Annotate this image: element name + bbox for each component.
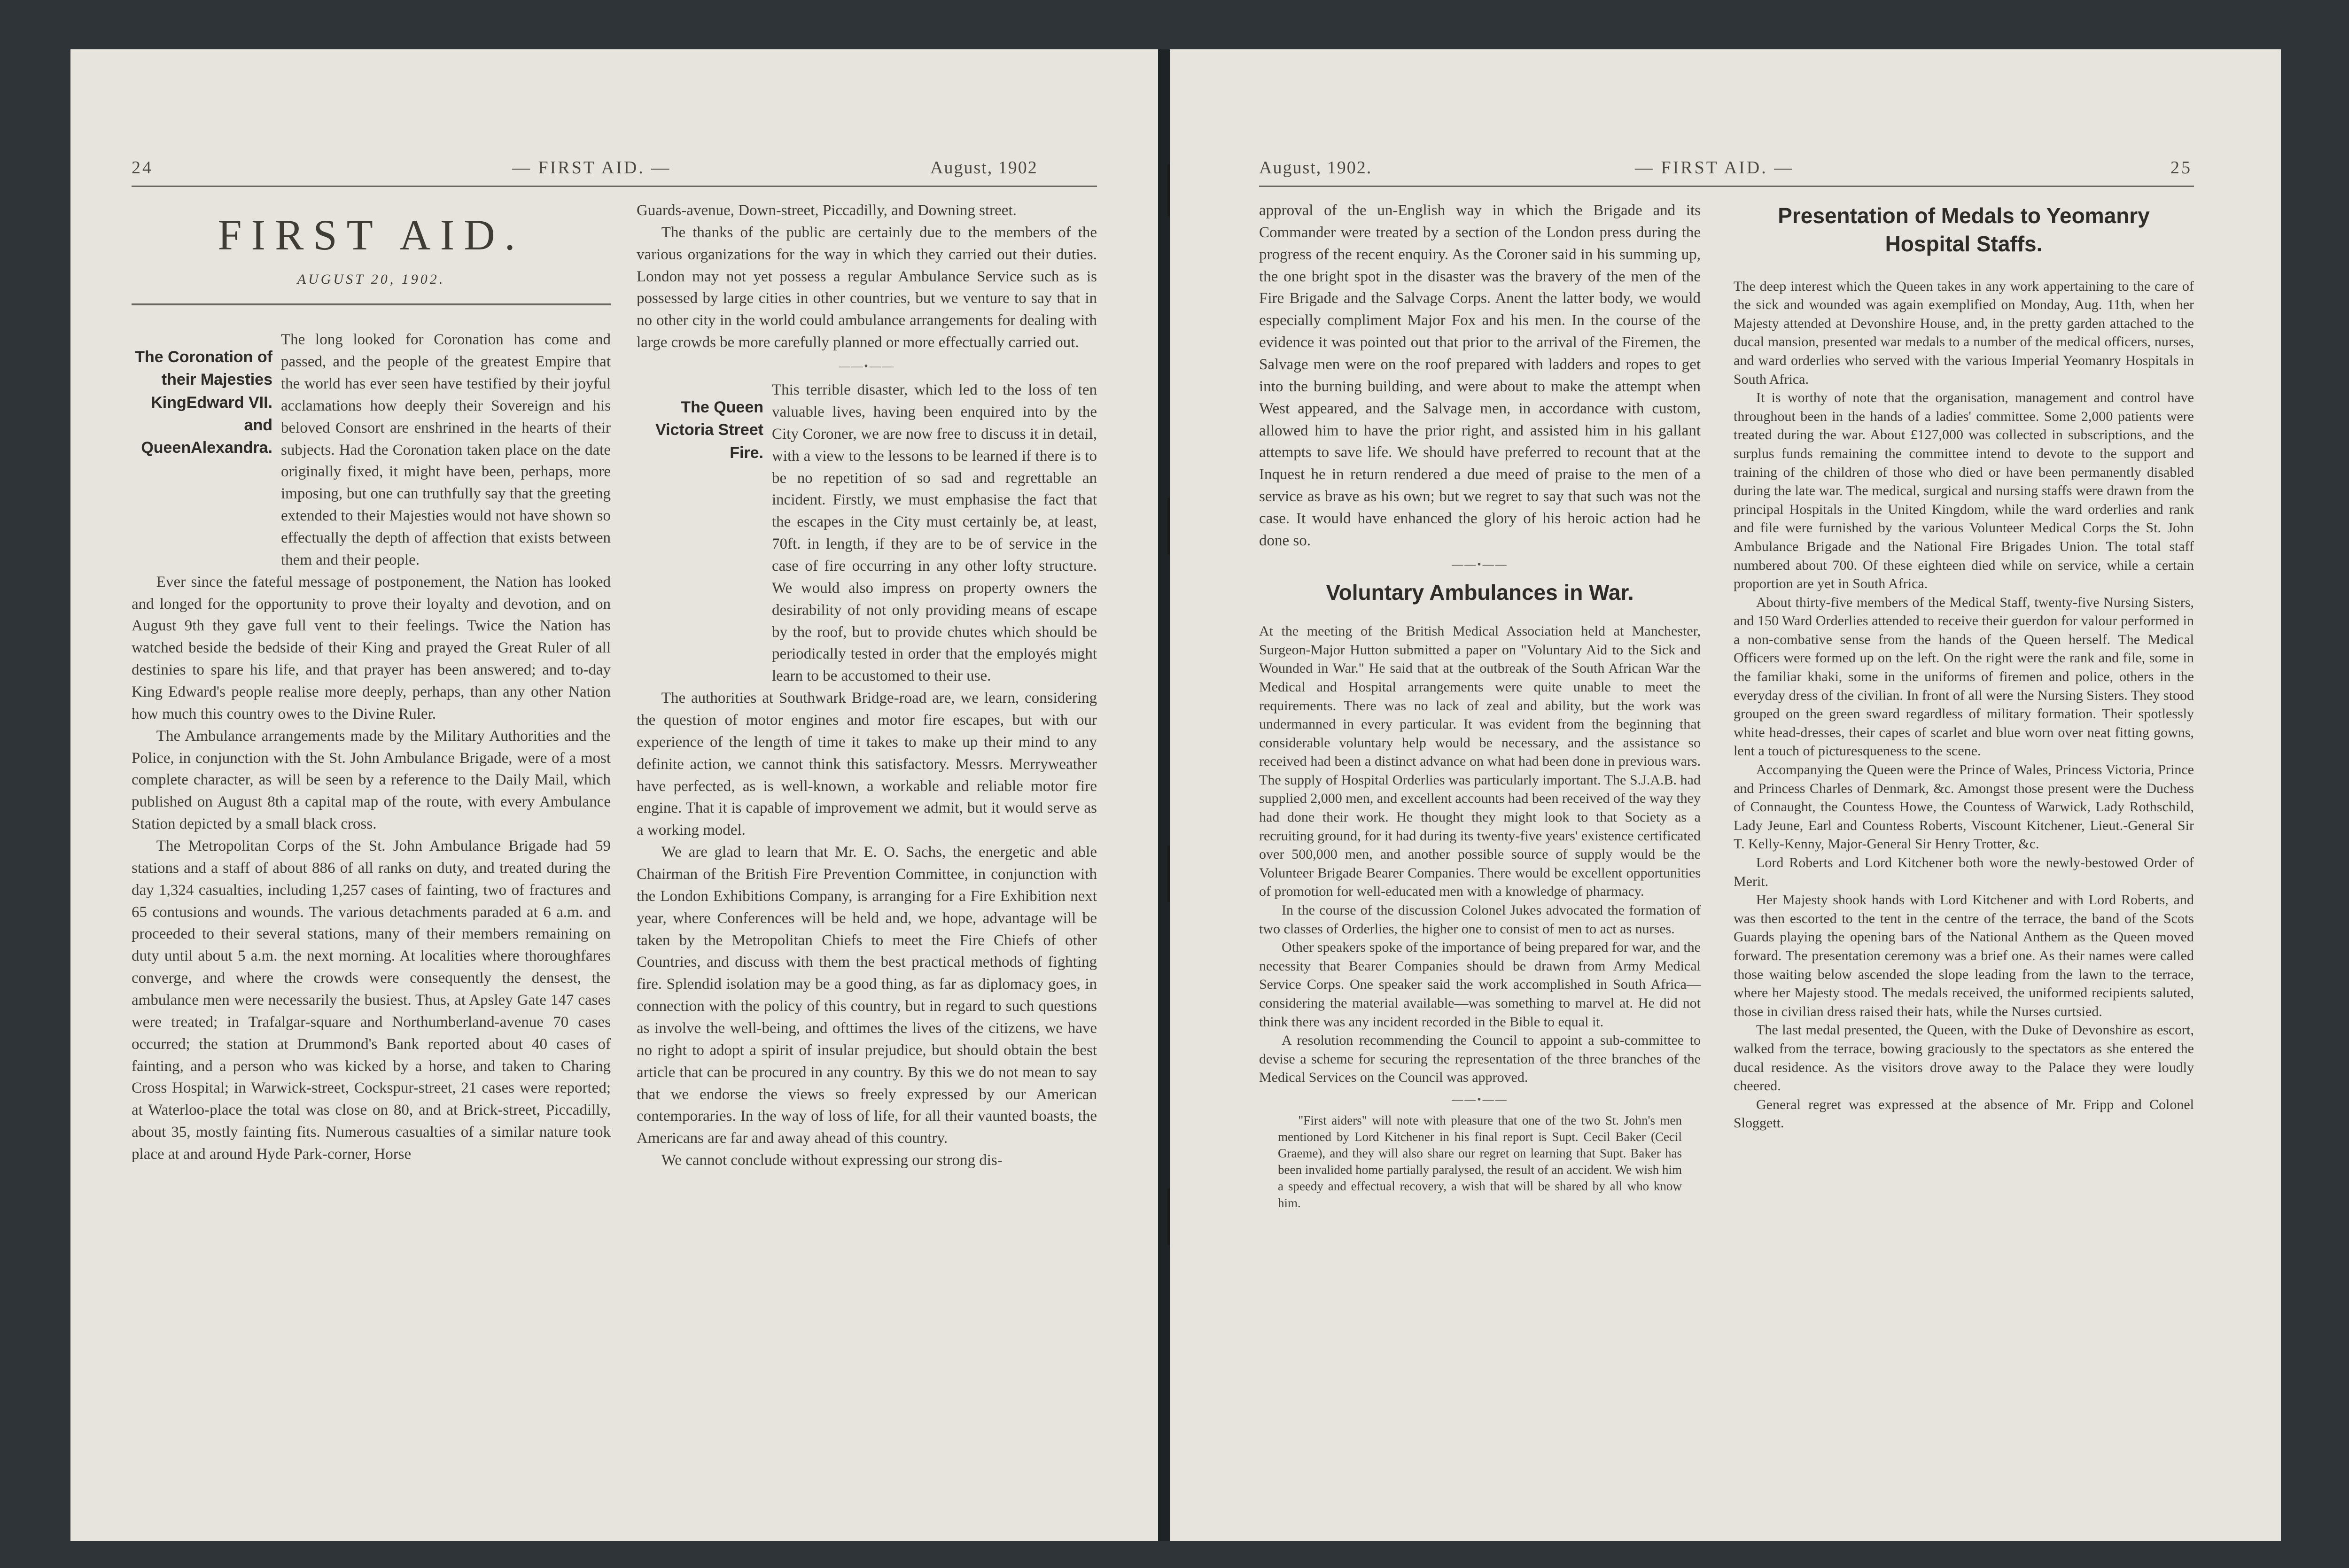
section-divider: ——•——: [839, 360, 895, 373]
left-column-1: [132, 204, 611, 1165]
medals-paragraph: Accompanying the Queen were the Prince of Wales, Princess Victoria, Prince and Princess Charles of Denmark, &c. Amongst those present were the Duchess of Connaught, the Countess Howe, the Countess of Warwick, Lady Rothschild, Lady Jeune, Earl and Countess Roberts, Viscount Kitchener, Lieut.-General Sir T. Kelly-Kenny, Major-General Sir Henry Trotter, &c.: [1734, 762, 2194, 852]
coronation-intro: [132, 329, 611, 571]
issue-date-right: August, 1902.: [1259, 158, 1372, 178]
coronation-paragraph: Ever since the fateful message of postponement, the Nation has looked and longed for the opportunity to prove their loyalty and devotion, and on August 9th they gave full vent to their feelings. Twice the Nation has watched beside the bedside of their King and prayed the Great Ruler of all destinies to spare his life, and that prayer has been answered; and to-day King Edward's people realise more deeply, perhaps, than any other Nation how much this country owes to the Divine Ruler.: [132, 573, 611, 722]
heading-voluntary-ambulances: Voluntary Ambulances in War.: [1326, 580, 1634, 605]
heading-medals: Presentation of Medals to Yeomanry Hospital Staffs.: [1778, 203, 2150, 256]
sidehead-coronation: The Coronation of their Majesties KingEdward VII. and QueenAlexandra.: [135, 348, 272, 457]
medals-paragraph: General regret was expressed at the absence of Mr. Fripp and Colonel Sloggett.: [1734, 1096, 2194, 1131]
kitchener-note: "First aiders" will note with pleasure that one of the two St. John's men mentioned by Lord Kitchener in his final report is Supt. Cecil Baker (Cecil Graeme), and they will also share our regret on learning that Supt. Baker has been invalided home partially paralysed, the result of an accident. We wish him a speedy and effectual recovery, a wish that will be shared by all who know him.: [1278, 1113, 1682, 1210]
left-page: [70, 49, 1158, 1541]
masthead-title: FIRST AID.: [218, 211, 525, 259]
medals-paragraph: Lord Roberts and Lord Kitchener both wore the newly-bestowed Order of Merit.: [1734, 855, 2194, 889]
book-gutter: [1158, 49, 1170, 1541]
fire-lead: This terrible disaster, which led to the loss of ten valuable lives, having been enquired into by the City Coroner, we are now free to discuss it in detail, with a view to the lessons to be learned if there is to be no repetition of so sad and regrettable an incident. Firstly, we must emphasise the fact that the escapes in the City must certainly be, at least, 70ft. in length, if they are to be of service in the case of fire occurring in any other lofty structure. We would also impress on property owners the desirability of not only providing means of escape by the roof, but to provide chutes which should be periodically tested in order that the employés might learn to be accustomed to their use.: [772, 381, 1097, 685]
right-column-2: [1734, 202, 2194, 1133]
running-title-left: — FIRST AID. —: [512, 158, 671, 178]
fire-paragraph: The authorities at Southwark Bridge-road are, we learn, considering the question of motor engines and motor fire escapes, but with our experience of the length of time it takes to make up their mind to any definite action, we cannot think this satisfactory. Messrs. Merryweather have perfected, as is well-known, a workable and reliable motor fire engine. That it is capable of improvement we admit, but it would serve as a working model.: [637, 690, 1097, 839]
right-page: [1170, 49, 2281, 1541]
fire-paragraph: approval of the un-English way in which the Brigade and its Commander were treated by a section of the London press during the progress of the recent enquiry. As the Coroner said in his summing up, the one bright spot in the disaster was the bravery of the men of the Fire Brigade and the Salvage Corps. Anent the latter body, we would especially compliment Major Fox and his men. In the course of the evidence it was pointed out that prior to the arrival of the Firemen, the Salvage men were on the roof prepared with ladders and ropes to get into the burning building, and were about to make the attempt when West appeared, and the Salvage men, in accordance with custom, allowed him to have the prior right, and assisted him in his gallant attempts to save life. We should have preferred to recount that at the Inquest he in return rendered a due meed of praise to the men of a service as brave as his own; but we regret to say that such was not the case. It would have enhanced the glory of his heroic action had he done so.: [1259, 202, 1701, 549]
voluntary-article: [1259, 622, 1701, 1087]
masthead-date: AUGUST 20, 1902.: [297, 271, 445, 287]
coronation-paragraph: The thanks of the public are certainly due to the members of the various organizations for the way in which they carried out their duties. London may not yet possess a regular Ambulance Service such as is possessed by large cities in other countries, but we venture to say that in no other city in the world could ambulance arrangements for dealing with large crowds be more carefully planned or more effectually carried out.: [637, 224, 1097, 351]
left-column-2: [637, 200, 1097, 1172]
running-title-right: — FIRST AID. —: [1635, 158, 1794, 178]
fire-paragraph: We are glad to learn that Mr. E. O. Sachs, the energetic and able Chairman of the British Fire Prevention Committee, in conjunction with the London Exhibitions Company, is arranging for a Fire Exhibition next year, where Conferences will be held and, we hope, advantage will be taken by the Metropolitan Chiefs to meet the Fire Chiefs of other Countries, and discuss with them the best practical methods of fighting fire. Splendid isolation may be a good thing, as far as diplomacy goes, in connection with the policy of this country, but in regard to such questions as involve the well-being, and ofttimes the lives of the citizens, we have no right to adopt a spirit of insular prejudice, but should obtain the best article that can be procured in any country. By this we do not mean to say that we endorse the views so freely expressed by our American contemporaries. In the way of loss of life, for all their vaunted boasts, the Americans are far and away ahead of this country.: [637, 844, 1097, 1147]
page-number-left: 24: [132, 158, 153, 178]
medals-paragraph: Her Majesty shook hands with Lord Kitchener and with Lord Roberts, and was then escorted to the tent in the centre of the terrace, the band of the Scots Guards playing the opening bars of the National Anthem as the Queen moved forward. The presentation ceremony was a brief one. As their names were called those waiting below ascended the slope leading from the lawn to the terrace, where her Majesty stood. The medals received, the uniformed recipients saluted, those in civilian dress raised their hats, while the Nurses curtsied.: [1734, 892, 2194, 1019]
sidehead-fire: The Queen Victoria Street Fire.: [655, 398, 763, 462]
fire-intro: [637, 379, 1097, 687]
voluntary-paragraph: A resolution recommending the Council to appoint a sub-committee to devise a scheme for securing the representation of the three branches of the Medical Services on the Council was approved.: [1259, 1032, 1701, 1086]
medals-paragraph: The deep interest which the Queen takes in any work appertaining to the care of the sick and wounded was again exemplified on Monday, Aug. 11th, when her Majesty attended at Devonshire House, and, in the pretty garden attached to the ducal mansion, presented war medals to a number of the medical officers, nurses, and ward orderlies who served with the various Imperial Yeomanry Hospitals in South Africa.: [1734, 278, 2194, 387]
right-column-1: [1259, 200, 1701, 1211]
voluntary-paragraph: At the meeting of the British Medical Association held at Manchester, Surgeon-Major Hutton submitted a paper on "Voluntary Aid to the Sick and Wounded in War." He said that at the outbreak of the South African War the Medical and Hospital arrangements were quite unable to meet the requirements. There was no lack of zeal and ability, but the work was undermanned in every particular. It was evident from the beginning that considerable voluntary help would be necessary, and the assistance so received had been a distinct advance on what had been done in previous wars. The supply of Hospital Orderlies was particularly important. The S.J.A.B. had supplied 2,000 men, and excellent accounts had been received of the way they had done their work. He thought they might look to that Society as a recruiting ground, for it had during its twenty-five years' existence certificated over 500,000 men, and another possible source of supply would be the Volunteer Brigade Bearer Companies. There would be excellent opportunities of promotion for well-educated men with a knowledge of pharmacy.: [1259, 623, 1701, 900]
medals-paragraph: It is worthy of note that the organisation, management and control have throughout been in the hands of a ladies' committee. Some 2,000 patients were treated during the war. About £127,000 was collected in subscriptions, and the surplus funds remaining the committee intend to devote to the support and training of the children of those who died or have been permanently disabled during the late war. The medical, surgical and nursing staffs were drawn from the principal Hospitals in the United Kingdom, while the ward orderlies and rank and file were furnished by the various Volunteer Medical Corps the St. John Ambulance Brigade and the National Fire Brigades Union. The total staff numbered about 700. Of these eighteen died while on service, while a certain proportion are yet in South Africa.: [1734, 390, 2194, 592]
coronation-lead: The long looked for Coronation has come and passed, and the people of the greatest Empire that the world has ever seen have testified by their joyful acclamations how deeply their Sovereign and his beloved Consort are enshrined in the hearts of their subjects. Had the Coronation taken place on the date originally fixed, it might have been, perhaps, more imposing, but one can truthfully say that the greeting extended to their Majesties would not have shown so effectually the depth of affection that exists between them and their people.: [281, 331, 611, 568]
page-number-right: 25: [2170, 158, 2192, 178]
masthead-rule: [132, 303, 611, 305]
header-rule: [132, 186, 1097, 187]
voluntary-paragraph: Other speakers spoke of the importance of being prepared for war, and the necessity that Bearer Companies should be drawn from Army Medical Service Corps. One speaker said the work accomplished in South Africa—considering the material available—was something to marvel at. He did not think there was any incident recorded in the Bible to equal it.: [1259, 939, 1701, 1030]
voluntary-paragraph: In the course of the discussion Colonel Jukes advocated the formation of two classes of Orderlies, the higher one to consist of men to act as nurses.: [1259, 902, 1701, 937]
coronation-paragraph: The Metropolitan Corps of the St. John Ambulance Brigade had 59 stations and a staff of about 886 of all ranks on duty, and treated during the day 1,324 casualties, including 1,257 cases of fainting, two of fractures and 65 contusions and wounds. The various detachments paraded at 6 a.m. and proceeded to their several stations, many of their members remaining on duty until about 5 a.m. the next morning. At localities where thoroughfares converge, and where the crowds were consequently the densest, the ambulance men were necessarily the busiest. Thus, at Apsley Gate 147 cases were treated; in Trafalgar-square and Northumberland-avenue 70 cases occurred; the station at Drummond's Bank reported about 40 cases of fainting, and a person who was kicked by a horse, and taken to Charing Cross Hospital; in Warwick-street, Cockspur-street, 21 cases were reported; at Waterloo-place the total was close on 80, and at Brick-street, Piccadilly, about 35, mostly fainting fits. Numerous casualties of a similar nature took place at and around Hyde Park-corner, Horse: [132, 837, 611, 1163]
section-divider: ——•——: [1452, 558, 1508, 571]
medals-paragraph: About thirty-five members of the Medical Staff, twenty-five Nursing Sisters, and 150 Ward Orderlies attended to receive their guerdon for valour performed in a non-combative sense from the hands of the Queen herself. The Medical Officers were formed up on the left. On the right were the rank and file, some in the familiar khaki, some in the uniforms of firemen and police, others in the everyday dress of the civilian. In front of all were the Nursing Sisters. They stood grouped on the green sward regardless of military formation. Their spotlessly white head-dresses, their capes of scarlet and blue worn over neat fitting gowns, lent a touch of picturesqueness to the scene.: [1734, 594, 2194, 759]
coronation-paragraph: The Ambulance arrangements made by the Military Authorities and the Police, in conjunction with the St. John Ambulance Brigade, were of a most complete character, as will be seen by a reference to the Daily Mail, which published on August 8th a capital map of the route, with every Ambulance Station depicted by a small black cross.: [132, 727, 611, 833]
issue-date-left: August, 1902: [930, 158, 1038, 178]
coronation-paragraph: Guards-avenue, Down-street, Piccadilly, and Downing street.: [637, 202, 1017, 219]
section-divider: ——•——: [1452, 1093, 1508, 1106]
fire-paragraph: We cannot conclude without expressing our strong dis-: [661, 1152, 1003, 1169]
header-rule: [1259, 186, 2194, 187]
medals-paragraph: The last medal presented, the Queen, with the Duke of Devonshire as escort, walked from the terrace, bowing graciously to the spectators as she entered the ducal residence. As the visitors drove away to the Palace they were loudly cheered.: [1734, 1022, 2194, 1094]
